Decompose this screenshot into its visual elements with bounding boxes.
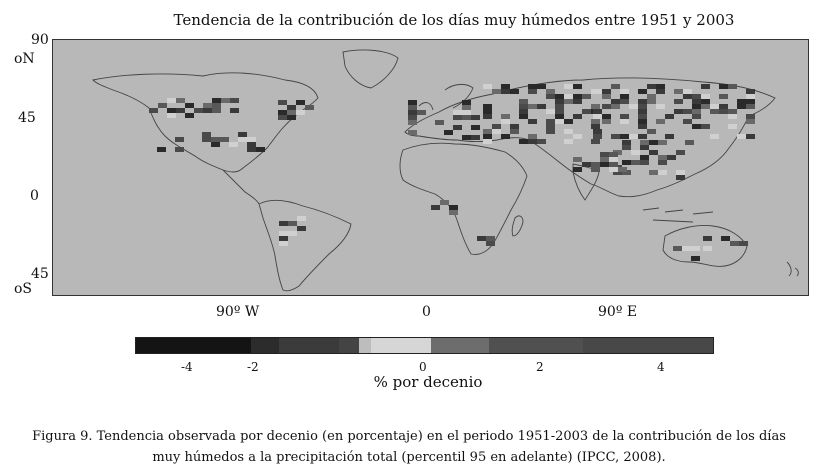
trend-cell xyxy=(564,94,573,99)
trend-cell xyxy=(609,157,618,162)
trend-cell xyxy=(640,140,649,145)
colorbar-segment xyxy=(339,338,359,353)
trend-cell xyxy=(656,119,665,124)
trend-cell xyxy=(471,135,480,140)
lat-tick-45s: 45 xyxy=(31,266,49,282)
trend-cell xyxy=(620,99,629,104)
trend-cell xyxy=(647,84,656,89)
trend-cell xyxy=(483,104,492,109)
trend-cell xyxy=(728,124,737,129)
trend-cell xyxy=(278,100,287,105)
colorbar-tick-minus4: -4 xyxy=(181,360,193,374)
trend-cell xyxy=(247,137,256,142)
trend-cell xyxy=(591,119,600,124)
colorbar-segment xyxy=(489,338,583,353)
trend-cell xyxy=(546,89,555,94)
trend-cell xyxy=(611,134,620,139)
trend-cell xyxy=(537,84,546,89)
trend-cell xyxy=(449,205,458,210)
trend-cell xyxy=(640,145,649,150)
trend-cell xyxy=(611,99,620,104)
trend-cell xyxy=(622,145,631,150)
trend-cell xyxy=(631,160,640,165)
colorbar-segment xyxy=(583,338,713,353)
trend-cell xyxy=(453,110,462,115)
colorbar xyxy=(135,337,714,354)
trend-cell xyxy=(602,89,611,94)
trend-cell xyxy=(683,109,692,114)
trend-cell xyxy=(279,236,288,241)
trend-cell xyxy=(665,134,674,139)
trend-cell xyxy=(431,205,440,210)
trend-cell xyxy=(658,155,667,160)
trend-cell xyxy=(296,110,305,115)
trend-cell xyxy=(593,134,602,139)
trend-cell xyxy=(462,100,471,105)
trend-cell xyxy=(737,104,746,109)
trend-cell xyxy=(555,109,564,114)
trend-cell xyxy=(408,120,417,125)
trend-cell xyxy=(692,114,701,119)
trend-cell xyxy=(287,110,296,115)
trend-cell xyxy=(620,94,629,99)
trend-cell xyxy=(501,114,510,119)
trend-cell xyxy=(278,115,287,120)
trend-cell xyxy=(546,129,555,134)
trend-cell xyxy=(288,231,297,236)
trend-cell xyxy=(279,221,288,226)
trend-cell xyxy=(649,170,658,175)
trend-cell xyxy=(728,109,737,114)
trend-cell xyxy=(167,113,176,118)
trend-cell xyxy=(582,162,591,167)
trend-cell xyxy=(737,134,746,139)
trend-cell xyxy=(682,246,691,251)
trend-cell xyxy=(692,104,701,109)
trend-cell xyxy=(158,103,167,108)
trend-cell xyxy=(620,134,629,139)
map-canvas xyxy=(53,40,808,295)
trend-cell xyxy=(638,104,647,109)
trend-cell xyxy=(202,137,211,142)
trend-cell xyxy=(453,115,462,120)
trend-cell xyxy=(229,142,238,147)
trend-cell xyxy=(211,137,220,142)
trend-cell xyxy=(746,104,755,109)
trend-cell xyxy=(462,115,471,120)
figure-caption xyxy=(0,426,818,468)
trend-cell xyxy=(710,134,719,139)
trend-cell xyxy=(609,167,618,172)
trend-cell xyxy=(746,94,755,99)
trend-cell xyxy=(287,105,296,110)
trend-cell xyxy=(573,99,582,104)
trend-cell xyxy=(564,129,573,134)
trend-cell xyxy=(638,114,647,119)
trend-cell xyxy=(582,109,591,114)
trend-cell xyxy=(638,89,647,94)
trend-cell xyxy=(685,140,694,145)
trend-cell xyxy=(730,241,739,246)
trend-cell xyxy=(305,105,314,110)
trend-cell xyxy=(510,124,519,129)
colorbar-segment xyxy=(371,338,431,353)
trend-cell xyxy=(593,114,602,119)
trend-cell xyxy=(408,105,417,110)
trend-cell xyxy=(609,152,618,157)
trend-cell xyxy=(647,99,656,104)
trend-cell xyxy=(629,134,638,139)
caption-line-2: muy húmedos a la precipitación total (percentil 95 en adelante) (IPCC, 2008). xyxy=(152,450,666,465)
trend-cell xyxy=(674,99,683,104)
trend-cell xyxy=(483,139,492,144)
trend-cell xyxy=(591,162,600,167)
colorbar-segment xyxy=(279,338,339,353)
trend-cell xyxy=(483,114,492,119)
trend-cell xyxy=(638,124,647,129)
trend-cell xyxy=(279,241,288,246)
trend-cell xyxy=(658,140,667,145)
trend-cell xyxy=(638,99,647,104)
trend-cell xyxy=(647,129,656,134)
trend-cell xyxy=(611,84,620,89)
trend-cell xyxy=(501,134,510,139)
trend-cell xyxy=(622,160,631,165)
trend-cell xyxy=(703,236,712,241)
trend-cell xyxy=(519,104,528,109)
trend-cell xyxy=(230,98,239,103)
trend-cell xyxy=(658,160,667,165)
trend-cell xyxy=(692,94,701,99)
lat-unit-south: oS xyxy=(14,281,33,297)
trend-cell xyxy=(408,110,417,115)
trend-cell xyxy=(602,114,611,119)
trend-cell xyxy=(728,114,737,119)
trend-cell xyxy=(676,170,685,175)
trend-cell xyxy=(683,94,692,99)
trend-cell xyxy=(528,139,537,144)
trend-cell xyxy=(611,104,620,109)
trend-cell xyxy=(185,113,194,118)
trend-cell xyxy=(555,119,564,124)
trend-cell xyxy=(692,109,701,114)
trend-cell xyxy=(620,114,629,119)
trend-cell xyxy=(737,99,746,104)
trend-cell xyxy=(674,109,683,114)
trend-cell xyxy=(528,134,537,139)
trend-cell xyxy=(501,119,510,124)
trend-cell xyxy=(746,134,755,139)
trend-cell xyxy=(477,236,486,241)
trend-cell xyxy=(528,89,537,94)
trend-cell xyxy=(676,150,685,155)
trend-cell xyxy=(238,137,247,142)
trend-cell xyxy=(483,109,492,114)
colorbar-tick-minus2: -2 xyxy=(247,360,259,374)
trend-cell xyxy=(175,147,184,152)
trend-cell xyxy=(591,167,600,172)
trend-cell xyxy=(573,134,582,139)
coast-africa xyxy=(400,143,527,254)
trend-cell xyxy=(185,103,194,108)
colorbar-segment xyxy=(431,338,489,353)
colorbar-tick-0: 0 xyxy=(419,360,427,374)
trend-cell xyxy=(728,84,737,89)
trend-cell xyxy=(701,99,710,104)
trend-cell xyxy=(640,160,649,165)
caption-line-1: Figura 9. Tendencia observada por decenio (en porcentaje) en el periodo 1951-2003 de la contribución de los días xyxy=(32,429,786,444)
trend-cell xyxy=(649,140,658,145)
colorbar-segment xyxy=(359,338,371,353)
trend-cell xyxy=(701,84,710,89)
trend-cell xyxy=(492,129,501,134)
map-title: Tendencia de la contribución de los días muy húmedos entre 1951 y 2003 xyxy=(173,11,735,29)
trend-cell xyxy=(435,120,444,125)
coast-greenland xyxy=(343,50,398,88)
world-map xyxy=(52,39,809,296)
colorbar-segment xyxy=(251,338,279,353)
trend-cell xyxy=(602,104,611,109)
trend-cell xyxy=(462,110,471,115)
trend-cell xyxy=(483,129,492,134)
trend-cell xyxy=(528,104,537,109)
trend-cell xyxy=(462,105,471,110)
trend-cell xyxy=(211,142,220,147)
trend-cell xyxy=(176,98,185,103)
trend-cell xyxy=(546,119,555,124)
trend-cell xyxy=(449,210,458,215)
trend-cell xyxy=(647,94,656,99)
lat-unit-north: oN xyxy=(14,51,35,67)
trend-cell xyxy=(555,104,564,109)
trend-cell xyxy=(573,114,582,119)
trend-cell xyxy=(692,99,701,104)
trend-cell xyxy=(212,103,221,108)
trend-cell xyxy=(462,135,471,140)
trend-cell xyxy=(212,108,221,113)
coast-indonesia xyxy=(643,208,713,222)
trend-cell xyxy=(638,109,647,114)
trend-cell xyxy=(622,140,631,145)
trend-cell xyxy=(408,130,417,135)
trend-cell xyxy=(573,94,582,99)
trend-cell xyxy=(167,108,176,113)
trend-cell xyxy=(620,119,629,124)
colorbar-segment xyxy=(136,338,251,353)
trend-cell xyxy=(510,129,519,134)
trend-cell xyxy=(486,241,495,246)
trend-cell xyxy=(212,98,221,103)
trend-cell xyxy=(296,100,305,105)
trend-cell xyxy=(471,115,480,120)
trend-cell xyxy=(417,110,426,115)
trend-cell xyxy=(658,170,667,175)
trend-cell xyxy=(573,84,582,89)
trend-cell xyxy=(719,104,728,109)
trend-cell xyxy=(600,157,609,162)
trend-cell xyxy=(703,246,712,251)
trend-cell xyxy=(564,99,573,104)
trend-cell xyxy=(602,119,611,124)
trend-cell xyxy=(620,89,629,94)
trend-cell xyxy=(593,129,602,134)
lat-tick-90: 90 xyxy=(31,32,49,48)
trend-cell xyxy=(746,114,755,119)
trend-cell xyxy=(656,104,665,109)
trend-cell xyxy=(701,124,710,129)
trend-cell xyxy=(203,108,212,113)
trend-cell xyxy=(591,104,600,109)
trend-cell xyxy=(247,142,256,147)
trend-cell xyxy=(701,94,710,99)
trend-cell xyxy=(719,84,728,89)
trend-cell xyxy=(203,103,212,108)
trend-cell xyxy=(555,114,564,119)
trend-cell xyxy=(256,147,265,152)
trend-cell xyxy=(440,200,449,205)
trend-cell xyxy=(483,134,492,139)
trend-cell xyxy=(555,99,564,104)
trend-cell xyxy=(573,157,582,162)
trend-cell xyxy=(701,104,710,109)
trend-cell xyxy=(408,100,417,105)
trend-cell xyxy=(238,132,247,137)
trend-cell xyxy=(519,114,528,119)
colorbar-tick-4: 4 xyxy=(657,360,665,374)
lon-tick-90w: 90º W xyxy=(216,304,260,320)
trend-cell xyxy=(631,150,640,155)
trend-cell xyxy=(638,134,647,139)
trend-cell xyxy=(537,104,546,109)
trend-cell xyxy=(746,119,755,124)
trend-cell xyxy=(640,155,649,160)
trend-cell xyxy=(483,84,492,89)
lat-tick-0: 0 xyxy=(30,188,39,204)
trend-cell xyxy=(537,139,546,144)
trend-cell xyxy=(591,139,600,144)
trend-cell xyxy=(746,89,755,94)
trend-cell xyxy=(609,162,618,167)
trend-cell xyxy=(719,94,728,99)
trend-cell xyxy=(673,246,682,251)
trend-cell xyxy=(288,221,297,226)
trend-cell xyxy=(278,110,287,115)
trend-cell xyxy=(492,124,501,129)
trend-cell xyxy=(519,99,528,104)
trend-cell xyxy=(453,125,462,130)
trend-cell xyxy=(230,108,239,113)
trend-cell xyxy=(667,155,676,160)
trend-cell xyxy=(555,94,564,99)
trend-cell xyxy=(692,124,701,129)
trend-cell xyxy=(618,167,627,172)
trend-cell xyxy=(297,226,306,231)
trend-cell xyxy=(194,108,203,113)
colorbar-unit-label: % por decenio xyxy=(373,373,483,391)
trend-cell xyxy=(444,130,453,135)
trend-cell xyxy=(546,124,555,129)
trend-cell xyxy=(220,137,229,142)
trend-cell xyxy=(683,119,692,124)
trend-cell xyxy=(656,84,665,89)
coast-new-zealand xyxy=(787,262,798,276)
trend-cell xyxy=(149,108,158,113)
trend-cell xyxy=(719,109,728,114)
trend-cell xyxy=(564,84,573,89)
lon-tick-0: 0 xyxy=(422,304,431,320)
trend-cell xyxy=(408,115,417,120)
trend-cell xyxy=(221,98,230,103)
trend-cell xyxy=(591,124,600,129)
trend-cell xyxy=(486,236,495,241)
trend-cell xyxy=(649,150,658,155)
trend-cell xyxy=(600,152,609,157)
trend-cell xyxy=(676,175,685,180)
trend-cell xyxy=(593,89,602,94)
trend-cell xyxy=(501,89,510,94)
coast-north-america xyxy=(93,73,318,172)
trend-cell xyxy=(247,147,256,152)
trend-cell xyxy=(287,115,296,120)
trend-cell xyxy=(683,89,692,94)
trend-cell xyxy=(600,162,609,167)
coast-madagascar xyxy=(512,216,523,236)
lat-tick-45n: 45 xyxy=(18,110,36,126)
trend-cell xyxy=(492,89,501,94)
trend-cell xyxy=(746,99,755,104)
trend-cell xyxy=(739,241,748,246)
trend-cell xyxy=(602,94,611,99)
trend-cell xyxy=(691,256,700,261)
trend-cell xyxy=(167,98,176,103)
trend-cell xyxy=(471,125,480,130)
colorbar-tick-2: 2 xyxy=(536,360,544,374)
trend-cell xyxy=(564,139,573,144)
trend-cell xyxy=(593,109,602,114)
trend-cell xyxy=(297,216,306,221)
trend-cell xyxy=(665,114,674,119)
trend-cell xyxy=(176,108,185,113)
trend-cell xyxy=(691,246,700,251)
trend-cell xyxy=(546,94,555,99)
trend-cell xyxy=(175,137,184,142)
trend-cell xyxy=(656,89,665,94)
trend-cell xyxy=(710,104,719,109)
trend-cell xyxy=(629,104,638,109)
trend-cell xyxy=(546,109,555,114)
trend-cell xyxy=(279,231,288,236)
trend-cell xyxy=(638,119,647,124)
trend-cell xyxy=(202,132,211,137)
trend-cell xyxy=(721,236,730,241)
trend-cell xyxy=(528,84,537,89)
trend-cell xyxy=(157,147,166,152)
trend-cell xyxy=(573,167,582,172)
trend-cell xyxy=(519,109,528,114)
trend-cell xyxy=(582,94,591,99)
trend-cell xyxy=(710,109,719,114)
coast-central-america xyxy=(223,170,259,204)
trend-cell xyxy=(501,84,510,89)
trend-cell xyxy=(519,139,528,144)
trend-cell xyxy=(510,89,519,94)
lon-tick-90e: 90º E xyxy=(598,304,638,320)
trend-cell xyxy=(564,119,573,124)
coast-south-america xyxy=(259,200,351,290)
trend-cell xyxy=(674,89,683,94)
trend-cell xyxy=(528,119,537,124)
